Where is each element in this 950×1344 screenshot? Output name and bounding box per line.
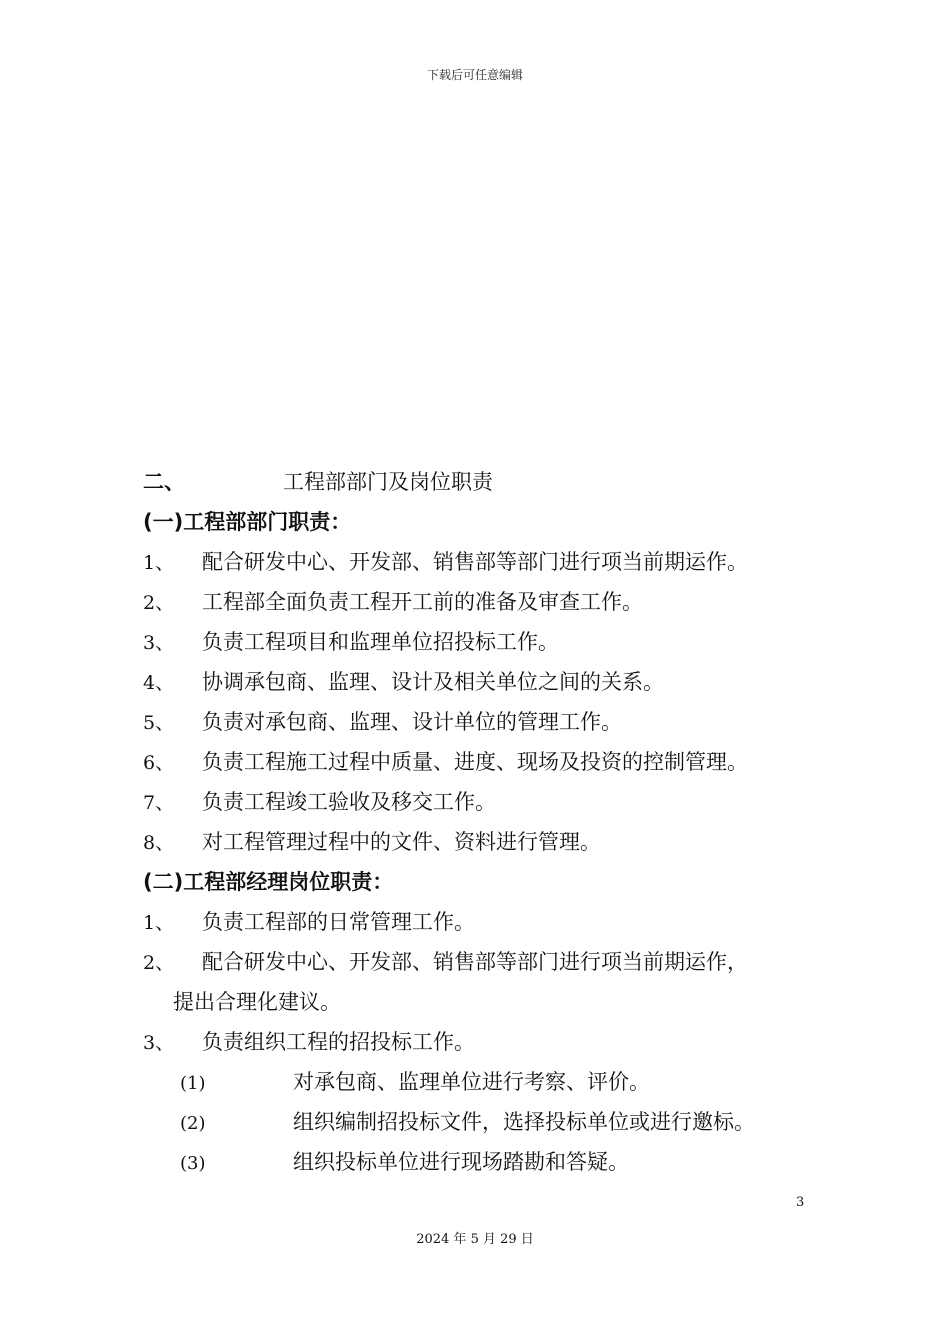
item-number: 4、 [143, 672, 175, 694]
list-item [143, 542, 823, 582]
item-text: 负责工程竣工验收及移交工作。 [202, 790, 496, 814]
list-item [143, 942, 823, 982]
item-text: 对工程管理过程中的文件、资料进行管理。 [202, 830, 601, 854]
item-text: 协调承包商、监理、设计及相关单位之间的关系。 [202, 670, 664, 694]
sub-list-item [143, 1142, 823, 1182]
list-item [143, 622, 823, 662]
footer-date: 2024 年 5 月 29 日 [416, 1232, 534, 1247]
item-number: 7、 [143, 792, 175, 814]
list-item [143, 902, 823, 942]
part2-heading: (二)工程部经理岗位职责： [143, 870, 394, 894]
item-number: 6、 [143, 752, 175, 774]
section-title: 工程部部门及岗位职责 [283, 470, 493, 494]
list-item [143, 1022, 823, 1062]
subitem-number: (1) [180, 1073, 206, 1094]
item-text: 配合研发中心、开发部、销售部等部门进行项当前期运作， [202, 950, 748, 974]
section-heading [143, 462, 823, 502]
list-item [143, 582, 823, 622]
list-item [143, 662, 823, 702]
item-text: 负责工程部的日常管理工作。 [202, 910, 475, 934]
item-text: 工程部全面负责工程开工前的准备及审查工作。 [202, 590, 643, 614]
subitem-number: (3) [180, 1153, 206, 1174]
item-number: 5、 [143, 712, 175, 734]
subitem-text: 组织投标单位进行现场踏勘和答疑。 [293, 1150, 629, 1174]
item-text: 负责对承包商、监理、设计单位的管理工作。 [202, 710, 622, 734]
document-body [143, 462, 823, 1182]
sub-list-item [143, 1102, 823, 1142]
item-number: 1、 [143, 552, 175, 574]
subitem-number: (2) [180, 1113, 206, 1134]
subitem-text: 对承包商、监理单位进行考察、评价。 [293, 1070, 650, 1094]
list-item [143, 782, 823, 822]
list-item [143, 742, 823, 782]
item-number: 1、 [143, 912, 175, 934]
item-number: 2、 [143, 592, 175, 614]
item-number: 2、 [143, 952, 175, 974]
item-text: 负责组织工程的招投标工作。 [202, 1030, 475, 1054]
part1-heading: (一)工程部部门职责： [143, 510, 352, 534]
item-number: 3、 [143, 632, 175, 654]
item-continuation: 提出合理化建议。 [173, 990, 341, 1014]
item-text: 负责工程项目和监理单位招投标工作。 [202, 630, 559, 654]
item-text: 配合研发中心、开发部、销售部等部门进行项当前期运作。 [202, 550, 748, 574]
item-number: 8、 [143, 832, 175, 854]
sub-list-item [143, 1062, 823, 1102]
section-number: 二、 [143, 470, 185, 494]
header-note: 下载后可任意编辑 [426, 68, 523, 82]
list-item [143, 822, 823, 862]
item-text: 负责工程施工过程中质量、进度、现场及投资的控制管理。 [202, 750, 748, 774]
list-item [143, 702, 823, 742]
subitem-text: 组织编制招投标文件，选择投标单位或进行邀标。 [293, 1110, 755, 1134]
item-number: 3、 [143, 1032, 175, 1054]
page-number: 3 [796, 1195, 805, 1210]
